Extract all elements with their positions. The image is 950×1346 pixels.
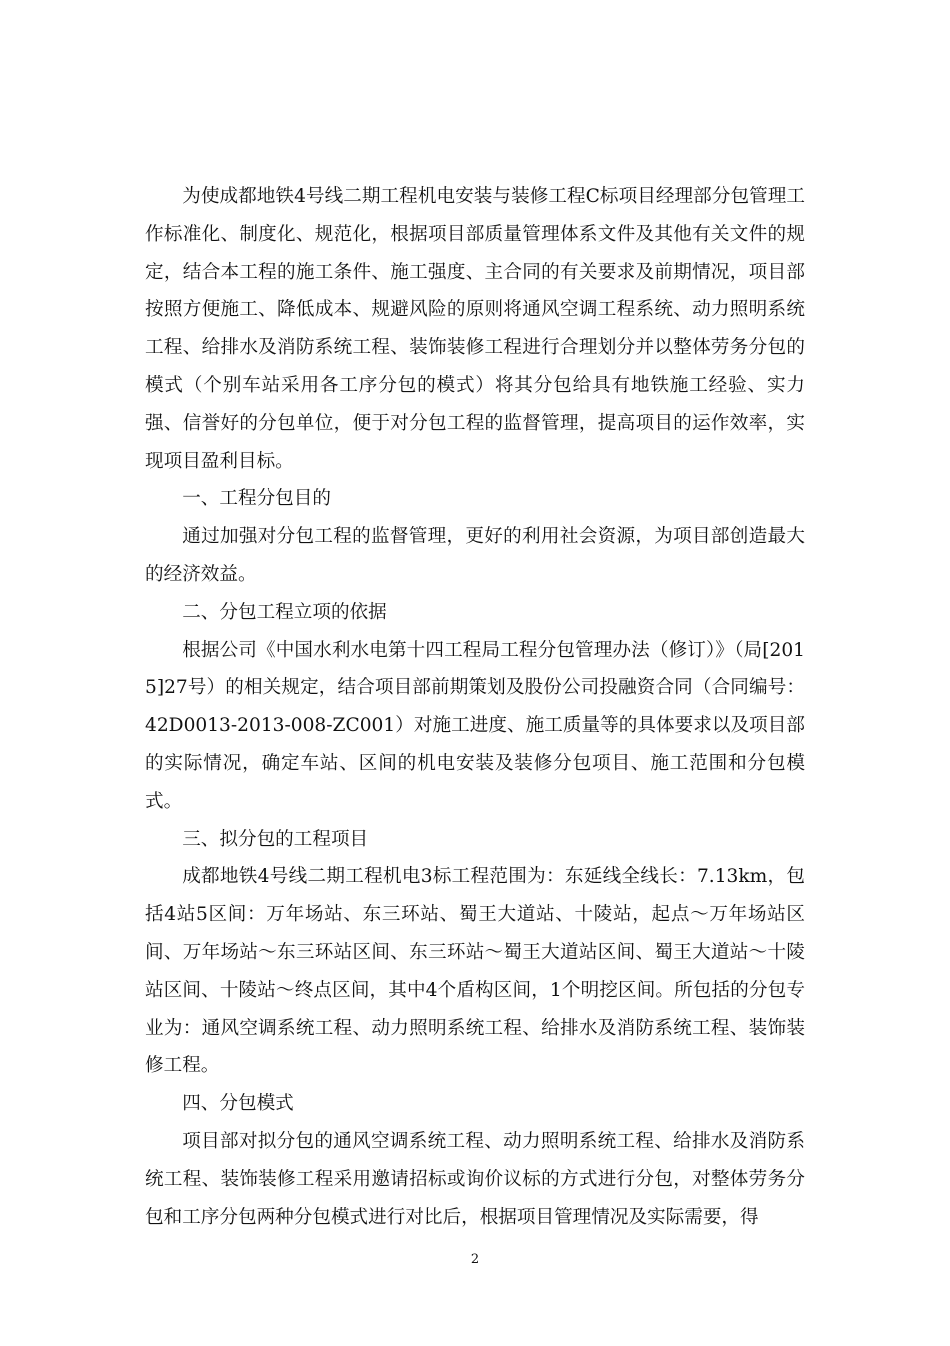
section-paragraph-3: 成都地铁4号线二期工程机电3标工程范围为：东延线全线长：7.13km，包括4站5区间：万年场站、东三环站、蜀王大道站、十陵站，起点～万年场站区间、万年场站～东三环站区间、东三环站～蜀王大道站区间、蜀王大道站～十陵站区间、十陵站～终点区间，其中4个盾构区间，1个明挖区间。所包括的分包专业为：通风空调系统工程、动力照明系统工程、给排水及消防系统工程、装饰装修工程。 (145, 866, 805, 1077)
section-paragraph-1: 通过加强对分包工程的监督管理，更好的利用社会资源，为项目部创造最大的经济效益。 (145, 526, 805, 585)
section-heading-2: 二、分包工程立项的依据 (182, 601, 387, 623)
page-number: 2 (470, 1252, 480, 1267)
section-paragraph-4: 项目部对拟分包的通风空调系统工程、动力照明系统工程、给排水及消防系统工程、装饰装修工程采用邀请招标或询价议标的方式进行分包，对整体劳务分包和工序分包两种分包模式进行对比后，根据项目管理情况及实际需要，得 (145, 1130, 805, 1228)
section-heading-3: 三、拟分包的工程项目 (182, 828, 369, 850)
section-heading-1: 一、工程分包目的 (182, 488, 331, 510)
intro-paragraph: 为使成都地铁4号线二期工程机电安装与装修工程C标项目经理部分包管理工作标准化、制度化、规范化，根据项目部质量管理体系文件及其他有关文件的规定，结合本工程的施工条件、施工强度、主合同的有关要求及前期情况，项目部按照方便施工、降低成本、规避风险的原则将通风空调工程系统、动力照明系统工程、给排水及消防系统工程、装饰装修工程进行合理划分并以整体劳务分包的模式（个别车站采用各工序分包的模式）将其分包给具有地铁施工经验、实力强、信誉好的分包单位，便于对分包工程的监督管理，提高项目的运作效率，实现项目盈利目标。 (145, 186, 805, 472)
section-paragraph-2: 根据公司《中国水利水电第十四工程局工程分包管理办法（修订）》（局[2015]27号）的相关规定，结合项目部前期策划及股份公司投融资合同（合同编号：42D0013-2013-008-ZC001）对施工进度、施工质量等的具体要求以及项目部的实际情况，确定车站、区间的机电安装及装修分包项目、施工范围和分包模式。 (145, 639, 805, 812)
section-heading-4: 四、分包模式 (182, 1093, 294, 1115)
document-body (145, 178, 805, 1236)
